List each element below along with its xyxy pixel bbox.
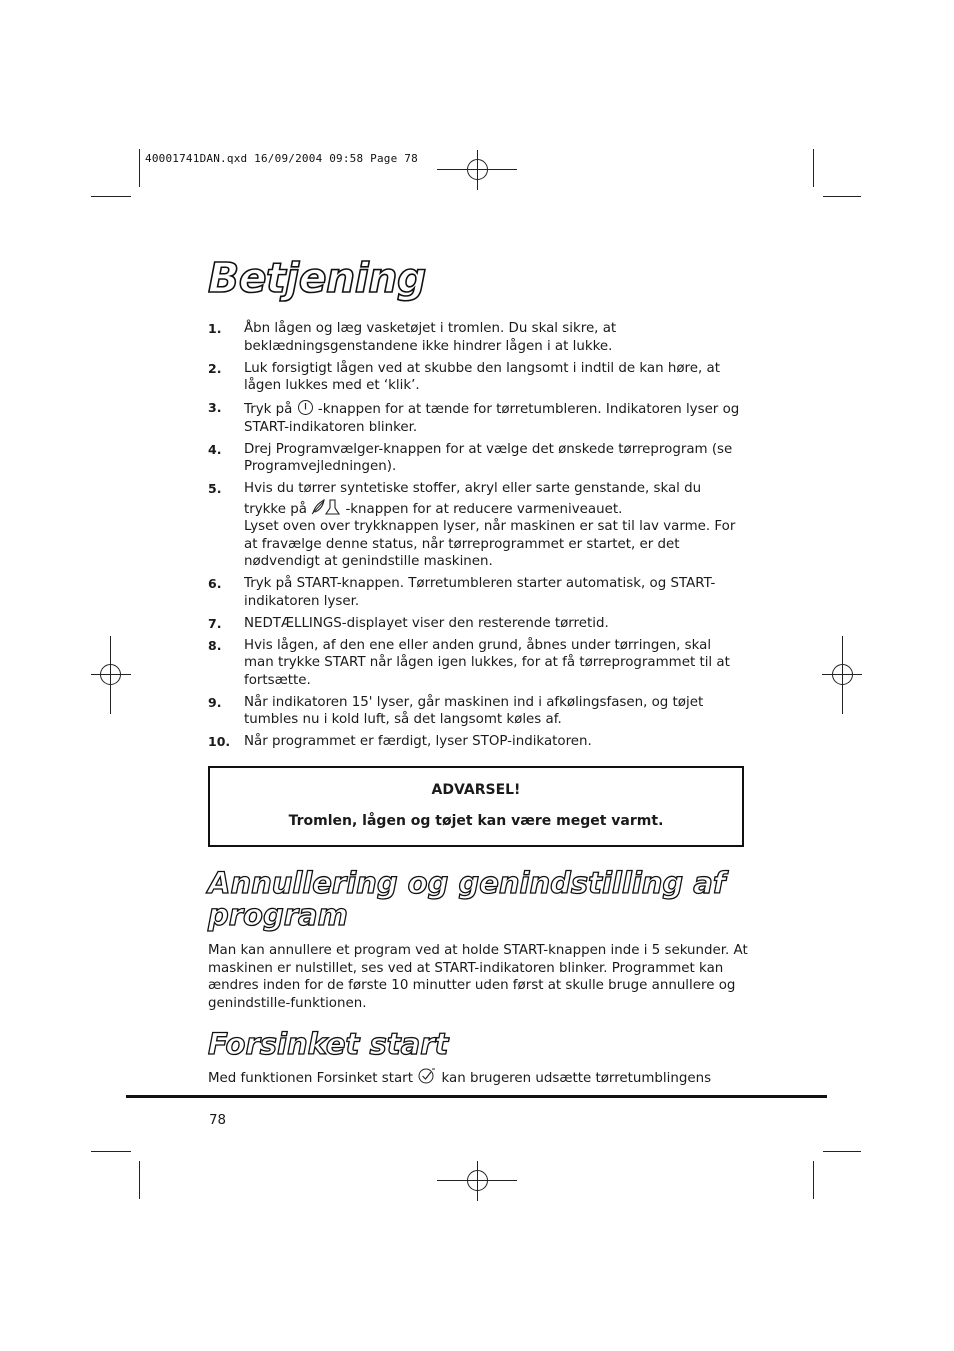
list-item: 5. Hvis du tørrer syntetiske stoffer, akryl eller sarte genstande, skal du trykke på -knappen for at reducere varmeniveauet. Lyset oven over trykknappen lyser, når maskinen er sat til lav varme. For at fravælge denne status, når tørreprogrammet er startet, er det nødvendigt at genindstille maskinen. <box>208 481 736 569</box>
delay-start-icon <box>417 1067 437 1085</box>
list-item: 10. Når programmet er færdigt, lyser STOP-indikatoren. <box>208 734 592 749</box>
registration-mark-icon <box>437 1161 517 1201</box>
crop-mark <box>139 1161 140 1199</box>
registration-mark-icon <box>822 636 862 714</box>
list-item: 4. Drej Programvælger-knappen for at vælge det ønskede tørreprogram (se Programvejledningen). <box>208 441 733 474</box>
list-item: 1. Åbn lågen og læg vasketøjet i tromlen. Du skal sikre, at beklædningsgenstandene ikke hindrer lågen i at lukke. <box>208 321 617 354</box>
crop-mark <box>139 149 140 187</box>
crop-mark <box>823 1151 861 1152</box>
list-item: 3. Tryk på -knappen for at tænde for tørretumbleren. Indikatoren lyser og START-indikatoren blinker. <box>208 400 740 435</box>
print-slug: 40001741DAN.qxd 16/09/2004 09:58 Page 78 <box>145 152 418 165</box>
list-item: 2. Luk forsigtigt lågen ved at skubbe den langsomt i indtil de kan høre, at lågen lukkes med et ‘klik’. <box>208 360 720 393</box>
footer-rule <box>126 1095 827 1098</box>
warning-text: Tromlen, lågen og tøjet kan være meget varmt. <box>288 813 664 829</box>
page-title: Betjening <box>208 254 426 302</box>
list-item: 7. NEDTÆLLINGS-displayet viser den resterende tørretid. <box>208 615 609 631</box>
list-item: 9. Når indikatoren 15' lyser, går maskinen ind i afkølingsfasen, og tøjet tumbles nu i kold luft, så det langsomt køles af. <box>208 694 704 727</box>
crop-mark <box>91 1151 131 1152</box>
section-delay-start-body: Med funktionen Forsinket start kan brugeren udsætte tørretumblingens <box>208 1067 748 1088</box>
page-number: 78 <box>209 1113 227 1128</box>
warning-box <box>208 766 744 847</box>
list-item: 8. Hvis lågen, af den ene eller anden grund, åbnes under tørringen, skal man trykke START når lågen igen lukkes, for at få tørreprogrammet til at fortsætte. <box>208 637 730 688</box>
crop-mark <box>91 196 131 197</box>
low-heat-icon <box>311 498 341 516</box>
warning-heading: ADVARSEL! <box>431 782 521 798</box>
section-title-delay-start: Forsinket start <box>208 1027 449 1061</box>
registration-mark-icon <box>437 150 517 190</box>
section-title-cancel: Annullering og genindstilling af program <box>208 866 726 932</box>
operating-steps-list <box>208 320 743 755</box>
crop-mark <box>823 196 861 197</box>
registration-mark-icon <box>91 636 131 714</box>
section-cancel-body: Man kan annullere et program ved at holde START-knappen inde i 5 sekunder. At maskinen er nulstillet, ses ved at START-indikatoren blinker. Programmet kan ændres inden for de første 10 minutter uden først at skulle bruge annullere og genindstille-funktionen. <box>208 943 748 1011</box>
crop-mark <box>813 149 814 187</box>
list-item: 6. Tryk på START-knappen. Tørretumbleren starter automatisk, og START-indikatoren lyser. <box>208 576 716 609</box>
power-icon <box>297 399 314 416</box>
crop-mark <box>813 1161 814 1199</box>
